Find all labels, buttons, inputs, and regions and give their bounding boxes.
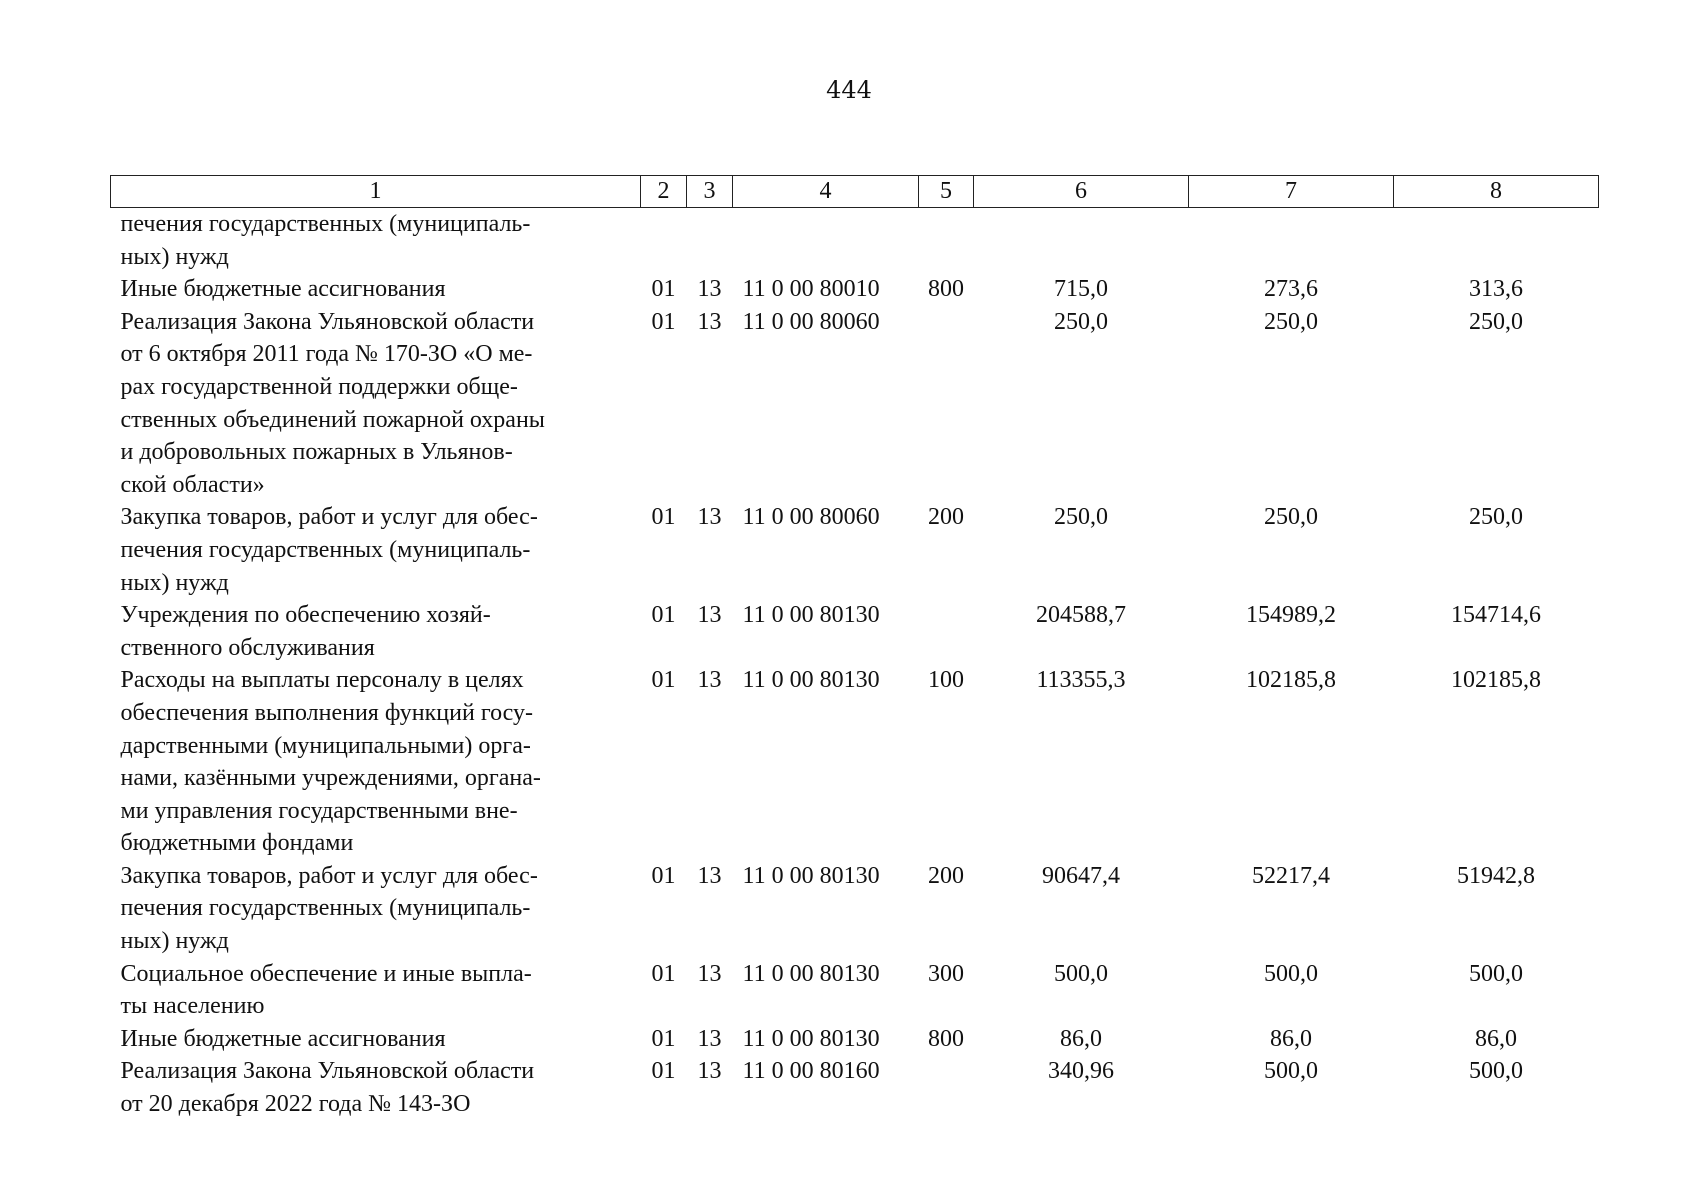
cell-c7: 52217,4 — [1252, 862, 1330, 889]
cell-c4: 11 0 00 80160 — [742, 1058, 880, 1085]
cell-c8: 313,6 — [1469, 276, 1523, 303]
cell-c3: 13 — [697, 276, 722, 303]
cell-c2: 01 — [651, 862, 676, 889]
cell-c2: 01 — [651, 1058, 676, 1085]
cell-c8: 250,0 — [1469, 504, 1523, 531]
table-row — [111, 273, 1599, 306]
column-header-1: 1 — [111, 176, 641, 208]
table-row — [111, 501, 1599, 599]
cell-c5 — [919, 1055, 974, 1120]
cell-c7: 500,0 — [1264, 1058, 1318, 1085]
cell-c6: 86,0 — [1060, 1025, 1102, 1052]
cell-c3: 13 — [697, 1058, 722, 1085]
cell-c4: 11 0 00 80060 — [742, 308, 880, 335]
cell-c5: 200 — [928, 862, 964, 889]
cell-c8: 51942,8 — [1457, 862, 1535, 889]
cell-c3: 13 — [697, 602, 722, 629]
cell-c5: 300 — [928, 960, 964, 987]
cell-c7: 500,0 — [1264, 960, 1318, 987]
cell-c3: 13 — [697, 1025, 722, 1052]
cell-c6: 250,0 — [1054, 308, 1108, 335]
cell-c3: 13 — [697, 504, 722, 531]
cell-c4: 11 0 00 80130 — [742, 862, 880, 889]
cell-c4: 11 0 00 80130 — [742, 1025, 880, 1052]
row-name: Социальное обеспечение и иные выпла- ты населению — [120, 960, 532, 1020]
cell-c2: 01 — [651, 504, 676, 531]
cell-c5: 200 — [928, 504, 964, 531]
cell-c2: 01 — [651, 667, 676, 694]
cell-c8: 86,0 — [1475, 1025, 1517, 1052]
cell-c5: 800 — [928, 276, 964, 303]
cell-c8: 250,0 — [1469, 308, 1523, 335]
column-header-2: 2 — [641, 176, 687, 208]
cell-c8: 154714,6 — [1451, 602, 1541, 629]
row-name: Реализация Закона Ульяновской области от 20 декабря 2022 года № 143-ЗО — [120, 1058, 535, 1118]
column-header-7: 7 — [1189, 176, 1394, 208]
row-name: Расходы на выплаты персоналу в целях обеспечения выполнения функций госу- дарственными (муниципальными) орга- нами, казёнными учреждениями, органа- ми управления государственными вне- бюджетными фондами — [120, 667, 541, 857]
table-row — [111, 1055, 1599, 1120]
cell-c3: 13 — [697, 862, 722, 889]
cell-c5 — [919, 306, 974, 502]
cell-c2: 01 — [651, 1025, 676, 1052]
cell-c4 — [733, 208, 919, 274]
cell-c5: 100 — [928, 667, 964, 694]
page-number: 444 — [826, 76, 872, 104]
row-name: Иные бюджетные ассигнования — [120, 276, 446, 303]
cell-c2: 01 — [651, 602, 676, 629]
cell-c6: 113355,3 — [1036, 667, 1126, 694]
cell-c6: 204588,7 — [1036, 602, 1126, 629]
column-header-8: 8 — [1394, 176, 1599, 208]
cell-c5 — [919, 599, 974, 664]
cell-c2: 01 — [651, 960, 676, 987]
cell-c7: 102185,8 — [1246, 667, 1336, 694]
cell-c4: 11 0 00 80130 — [742, 960, 880, 987]
row-name: Реализация Закона Ульяновской области от 6 октября 2011 года № 170-ЗО «О ме- рах государственной поддержки обще- ственных объединений пожарной охраны и добровольных пожарных в Ульянов- ской области» — [120, 308, 545, 498]
cell-c7: 250,0 — [1264, 308, 1318, 335]
cell-c8: 500,0 — [1469, 960, 1523, 987]
cell-c2: 01 — [651, 276, 676, 303]
cell-c6 — [974, 208, 1189, 274]
table-row — [111, 599, 1599, 664]
cell-c3: 13 — [697, 308, 722, 335]
cell-c4: 11 0 00 80060 — [742, 504, 880, 531]
column-header-5: 5 — [919, 176, 974, 208]
table-row — [111, 1023, 1599, 1056]
cell-c7: 273,6 — [1264, 276, 1318, 303]
header-row — [111, 176, 1599, 208]
cell-c5: 800 — [928, 1025, 964, 1052]
table-row — [111, 860, 1599, 958]
row-name: Закупка товаров, работ и услуг для обес- печения государственных (муниципаль- ных) нужд — [120, 504, 538, 596]
row-name: Закупка товаров, работ и услуг для обес- печения государственных (муниципаль- ных) нужд — [120, 862, 538, 955]
row-name: Иные бюджетные ассигнования — [120, 1025, 446, 1052]
cell-c8: 102185,8 — [1451, 667, 1541, 694]
table-body — [111, 208, 1599, 1121]
cell-c5 — [919, 208, 974, 274]
cell-c2 — [641, 208, 687, 274]
cell-c6: 500,0 — [1054, 960, 1108, 987]
cell-c6: 715,0 — [1054, 276, 1108, 303]
row-name: Учреждения по обеспечению хозяй- ственного обслуживания — [120, 602, 491, 661]
cell-c6: 250,0 — [1054, 504, 1108, 531]
cell-c3: 13 — [697, 667, 722, 694]
column-header-6: 6 — [974, 176, 1189, 208]
column-header-3: 3 — [687, 176, 733, 208]
cell-c7: 250,0 — [1264, 504, 1318, 531]
cell-c8: 500,0 — [1469, 1058, 1523, 1085]
cell-c7: 154989,2 — [1246, 602, 1336, 629]
cell-c4: 11 0 00 80130 — [742, 667, 880, 694]
cell-c3 — [687, 208, 733, 274]
cell-c6: 340,96 — [1048, 1058, 1114, 1085]
column-header-4: 4 — [733, 176, 919, 208]
cell-c7 — [1189, 208, 1394, 274]
cell-c4: 11 0 00 80010 — [742, 276, 880, 303]
table-row — [111, 664, 1599, 860]
cell-c4: 11 0 00 80130 — [742, 602, 880, 629]
budget-table — [110, 175, 1599, 1121]
cell-c8 — [1394, 208, 1599, 274]
table-row — [111, 958, 1599, 1023]
table-row — [111, 208, 1599, 274]
cell-c2: 01 — [651, 308, 676, 335]
row-name: печения государственных (муниципаль- ных) нужд — [120, 211, 531, 270]
cell-c3: 13 — [697, 960, 722, 987]
cell-c6: 90647,4 — [1042, 862, 1120, 889]
table-row — [111, 306, 1599, 502]
cell-c7: 86,0 — [1270, 1025, 1312, 1052]
